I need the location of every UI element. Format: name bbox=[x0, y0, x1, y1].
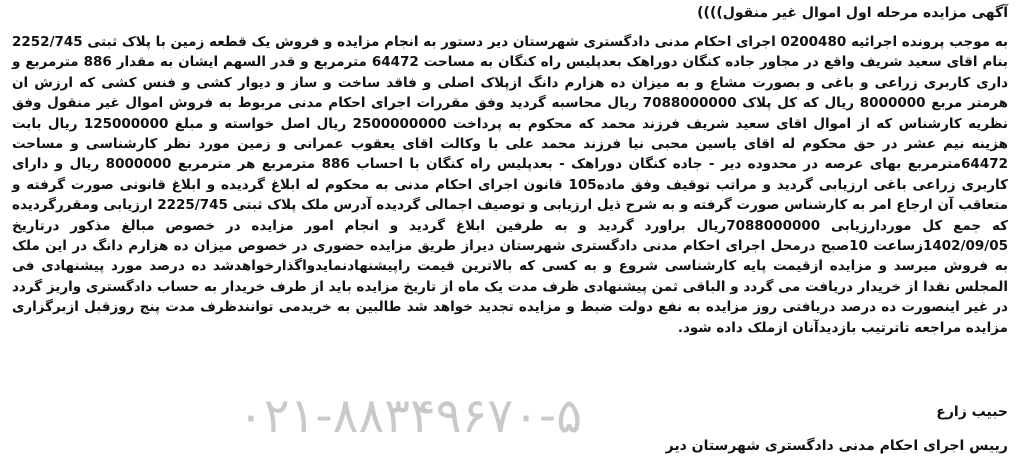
notice-title: آگهی مزایده مرحله اول اموال غیر منقول)))) bbox=[697, 5, 1008, 21]
phone-watermark: ۰۲۱-۸۸۳۴۹۶۷۰-۵ bbox=[238, 388, 583, 444]
signature-name: حبیب زارع bbox=[936, 404, 1008, 420]
signature-title: رییس اجرای احکام مدنی دادگستری شهرستان دیر bbox=[665, 438, 1008, 454]
notice-body: به موجب پرونده اجرائیه 0200480 اجرای احکام مدنی دادگستری شهرستان دیر دستور به انجام مزایده و فروش یک قطعه زمین با پلاک ثبتی 2252/745 بنام اقای سعید شریف واقع در مجاور جاده کنگان دوراهک بعدپلیس راه کنگان به مساحت 64472 مترمربع و قدر السهم ایشان به مقدار 886 مترمربع و داری کاربری زراعی و باغی و بصورت مشاع و به میزان ده هزارم دانگ ازپلاک اصلی و فاقد ساخت و ساز و دیوار کشی و فنس کشی که ارزش ان هرمتر مربع 8000000 ریال که کل پلاک 7088000000 ریال محاسبه گردید وفق مقررات اجرای احکام مدنی مربوط به فروش اموال غیر منقول وفق نظریه کارشناس که از اموال اقای سعید شریف فرزند محمد که محکوم به پرداخت 2500000000 ریال اصل خواسته و مبلغ 125000000 ریال بابت هزینه نیم عشر در حق محکوم له اقای یاسین محبی نیا فرزند محمد علی با وکالت اقای یعقوب عمرانی و زمین مورد نظر کارشناسی و مساحت 64472مترمربع بهای عرصه در محدوده دیر - جاده کنگان دوراهک - بعدپلیس راه کنگان با احساب 886 مترمربع هر مترمربع 8000000 ریال و دارای کاربری زراعی باغی ارزیابی گردید و مراتب توقیف وفق ماده105 قانون اجرای احکام مدنی به محکوم له ابلاغ گردیده و ابلاغ قانونی صورت گرفته و متعاقب آن ارجاع امر به کارشناس صورت گرفته و به شرح ذیل ارزیابی و توصیف اجمالی گردیده آدرس ملک پلاک ثبتی 2225/745 ارزیابی ومقررگردیده که جمع کل موردارزیابی 7088000000ریال براورد گردید و به طرفین ابلاغ گردید و انجام امور مزایده در خصوص مبالغ مذکور درتاریخ 1402/09/05زساعت 10صبح درمحل اجرای احکام مدنی دادگستری شهرستان دیراز طریق مزایده حضوری در خصوص میزان ده هزارم دانگ در این ملک به فروش میرسد و مزایده ازقیمت پایه کارشناسی شروع و به کسی که بالاترین قیمت راپیشنهادنمایدواگذارخواهدشد ده درصد مورد پیشنهادی فی المجلس نقدا از خریدار دریافت می گردد و الباقی ثمن پیشنهادی ظرف مدت یک ماه از تاریخ مزایده باید از طرف خریدار به حساب دادگستری واریز گردد در غیر اینصورت ده درصد دریافتی روز مزایده به نفع دولت ضبط و مزایده تجدید خواهد شد طالبین به خریدمی توانندظرف مدت پنج روزقبل ازبرگزاری مزایده مراجعه تاترتیب بازدیدآنان ازملک داده شود. bbox=[12, 34, 1009, 336]
notice-document bbox=[8, 0, 1016, 470]
